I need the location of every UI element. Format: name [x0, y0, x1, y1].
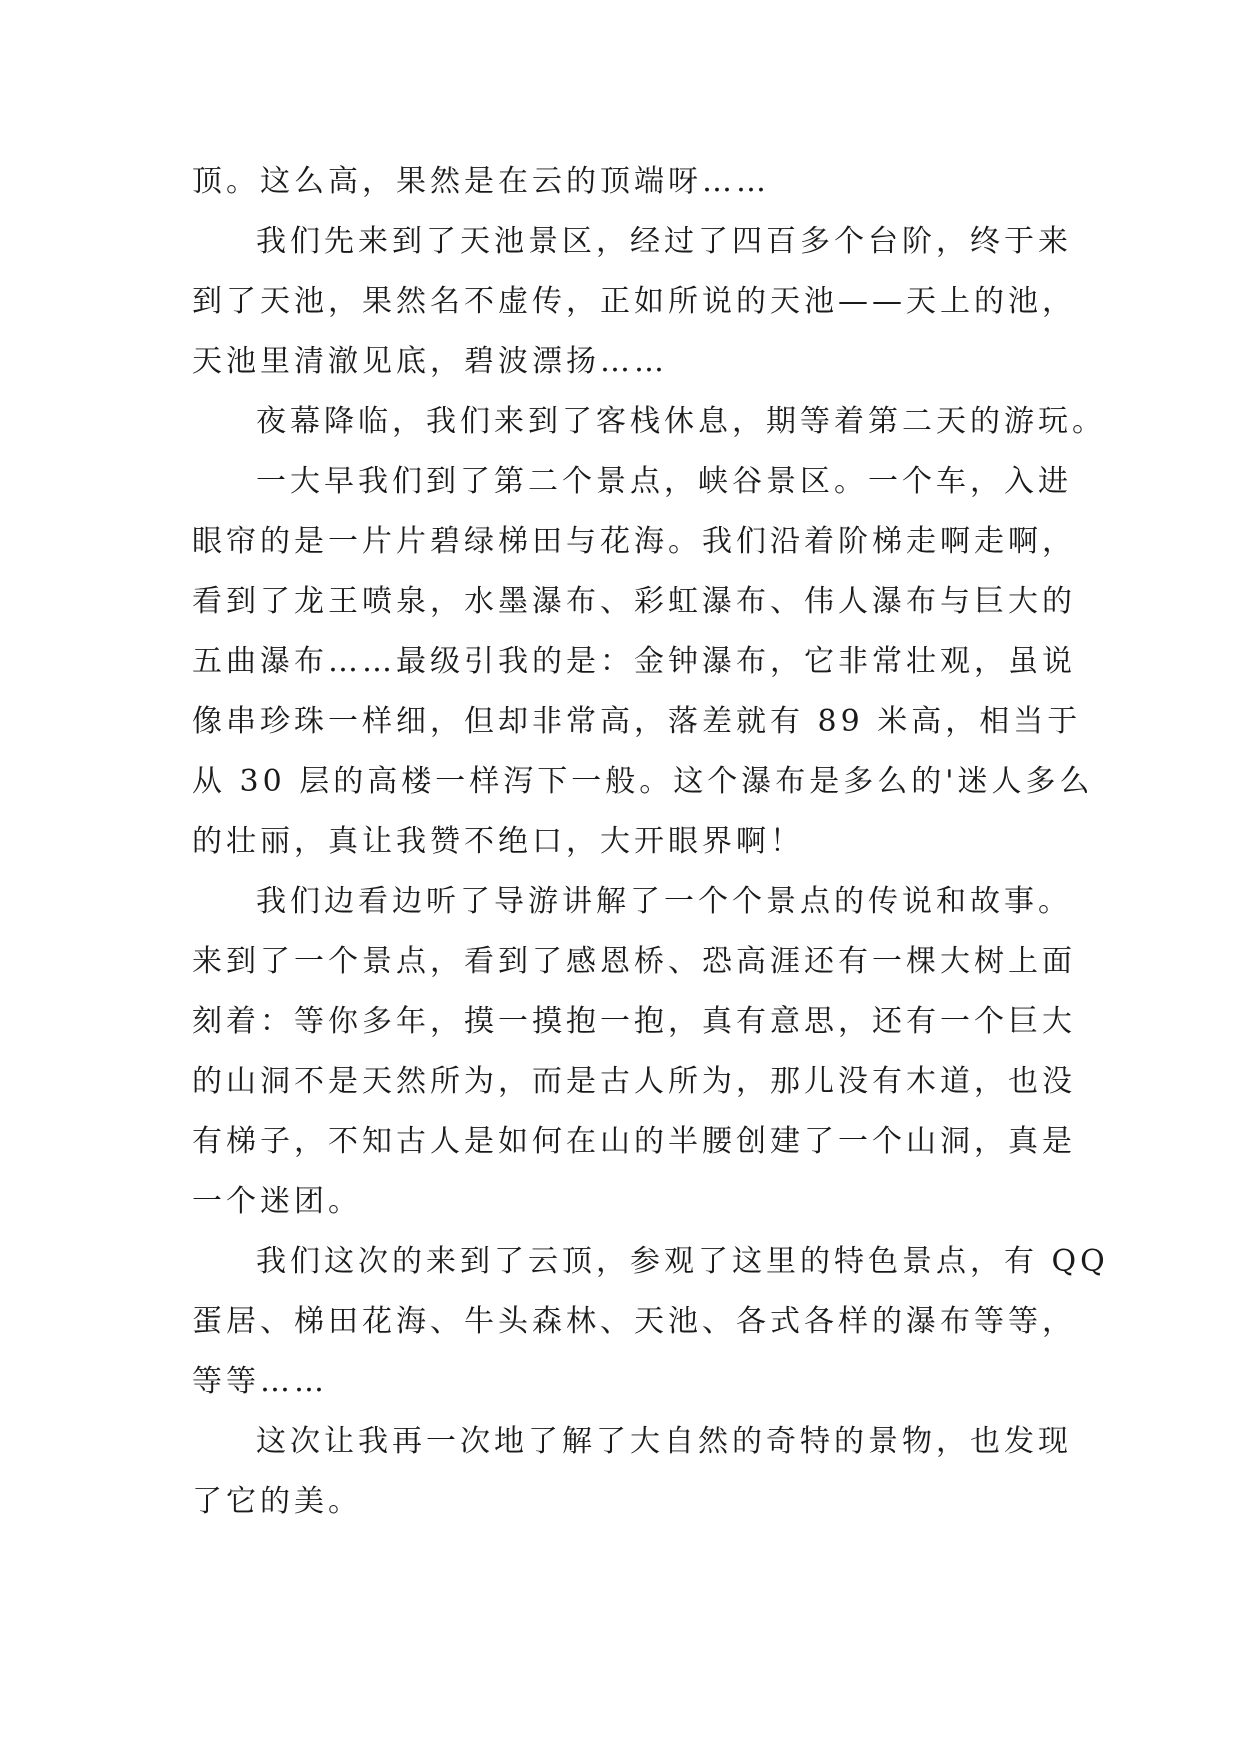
text-line: 来到了一个景点，看到了感恩桥、恐高涯还有一棵大树上面 [192, 944, 1076, 979]
text-line: 天池里清澈见底，碧波漂扬…… [192, 344, 668, 379]
text-line: 顶。这么高，果然是在云的顶端呀…… [192, 164, 770, 199]
paragraph-4 [192, 452, 1094, 872]
text-line: 了它的美。 [192, 1484, 362, 1519]
text-line: 看到了龙王喷泉，水墨瀑布、彩虹瀑布、伟人瀑布与巨大的 [192, 584, 1076, 619]
paragraph-7 [192, 1412, 1072, 1532]
text-line: 有梯子，不知古人是如何在山的半腰创建了一个山洞，真是 [192, 1124, 1076, 1159]
document-body [192, 152, 1109, 1532]
paragraph-2 [192, 212, 1076, 392]
text-line: 到了天池，果然名不虚传，正如所说的天池——天上的池， [192, 284, 1076, 319]
text-line: 夜幕降临，我们来到了客栈休息，期等着第二天的游玩。 [256, 404, 1106, 439]
text-line: 刻着：等你多年，摸一摸抱一抱，真有意思，还有一个巨大 [192, 1004, 1076, 1039]
text-line: 蛋居、梯田花海、牛头森林、天池、各式各样的瀑布等等， [192, 1304, 1076, 1339]
text-line: 一大早我们到了第二个景点，峡谷景区。一个车，入进 [256, 464, 1072, 499]
text-line: 从 30 层的高楼一样泻下一般。这个瀑布是多么的'迷人多么 [192, 764, 1094, 799]
text-line: 我们这次的来到了云顶，参观了这里的特色景点，有 QQ [256, 1244, 1109, 1279]
paragraph-3 [192, 392, 1106, 452]
paragraph-1 [192, 152, 1052, 212]
text-line: 这次让我再一次地了解了大自然的奇特的景物，也发现 [256, 1424, 1072, 1459]
paragraph-6 [192, 1232, 1109, 1412]
text-line: 五曲瀑布……最级引我的是：金钟瀑布，它非常壮观，虽说 [192, 644, 1076, 679]
text-line: 的壮丽，真让我赞不绝口，大开眼界啊！ [192, 824, 804, 859]
text-line: 我们先来到了天池景区，经过了四百多个台阶，终于来 [256, 224, 1072, 259]
text-line: 等等…… [192, 1364, 328, 1399]
text-line: 的山洞不是天然所为，而是古人所为，那儿没有木道，也没 [192, 1064, 1076, 1099]
text-line: 一个迷团。 [192, 1184, 362, 1219]
text-line: 眼帘的是一片片碧绿梯田与花海。我们沿着阶梯走啊走啊， [192, 524, 1076, 559]
text-line: 像串珍珠一样细，但却非常高，落差就有 89 米高，相当于 [192, 704, 1082, 739]
text-line: 我们边看边听了导游讲解了一个个景点的传说和故事。 [256, 884, 1072, 919]
paragraph-5 [192, 872, 1076, 1232]
